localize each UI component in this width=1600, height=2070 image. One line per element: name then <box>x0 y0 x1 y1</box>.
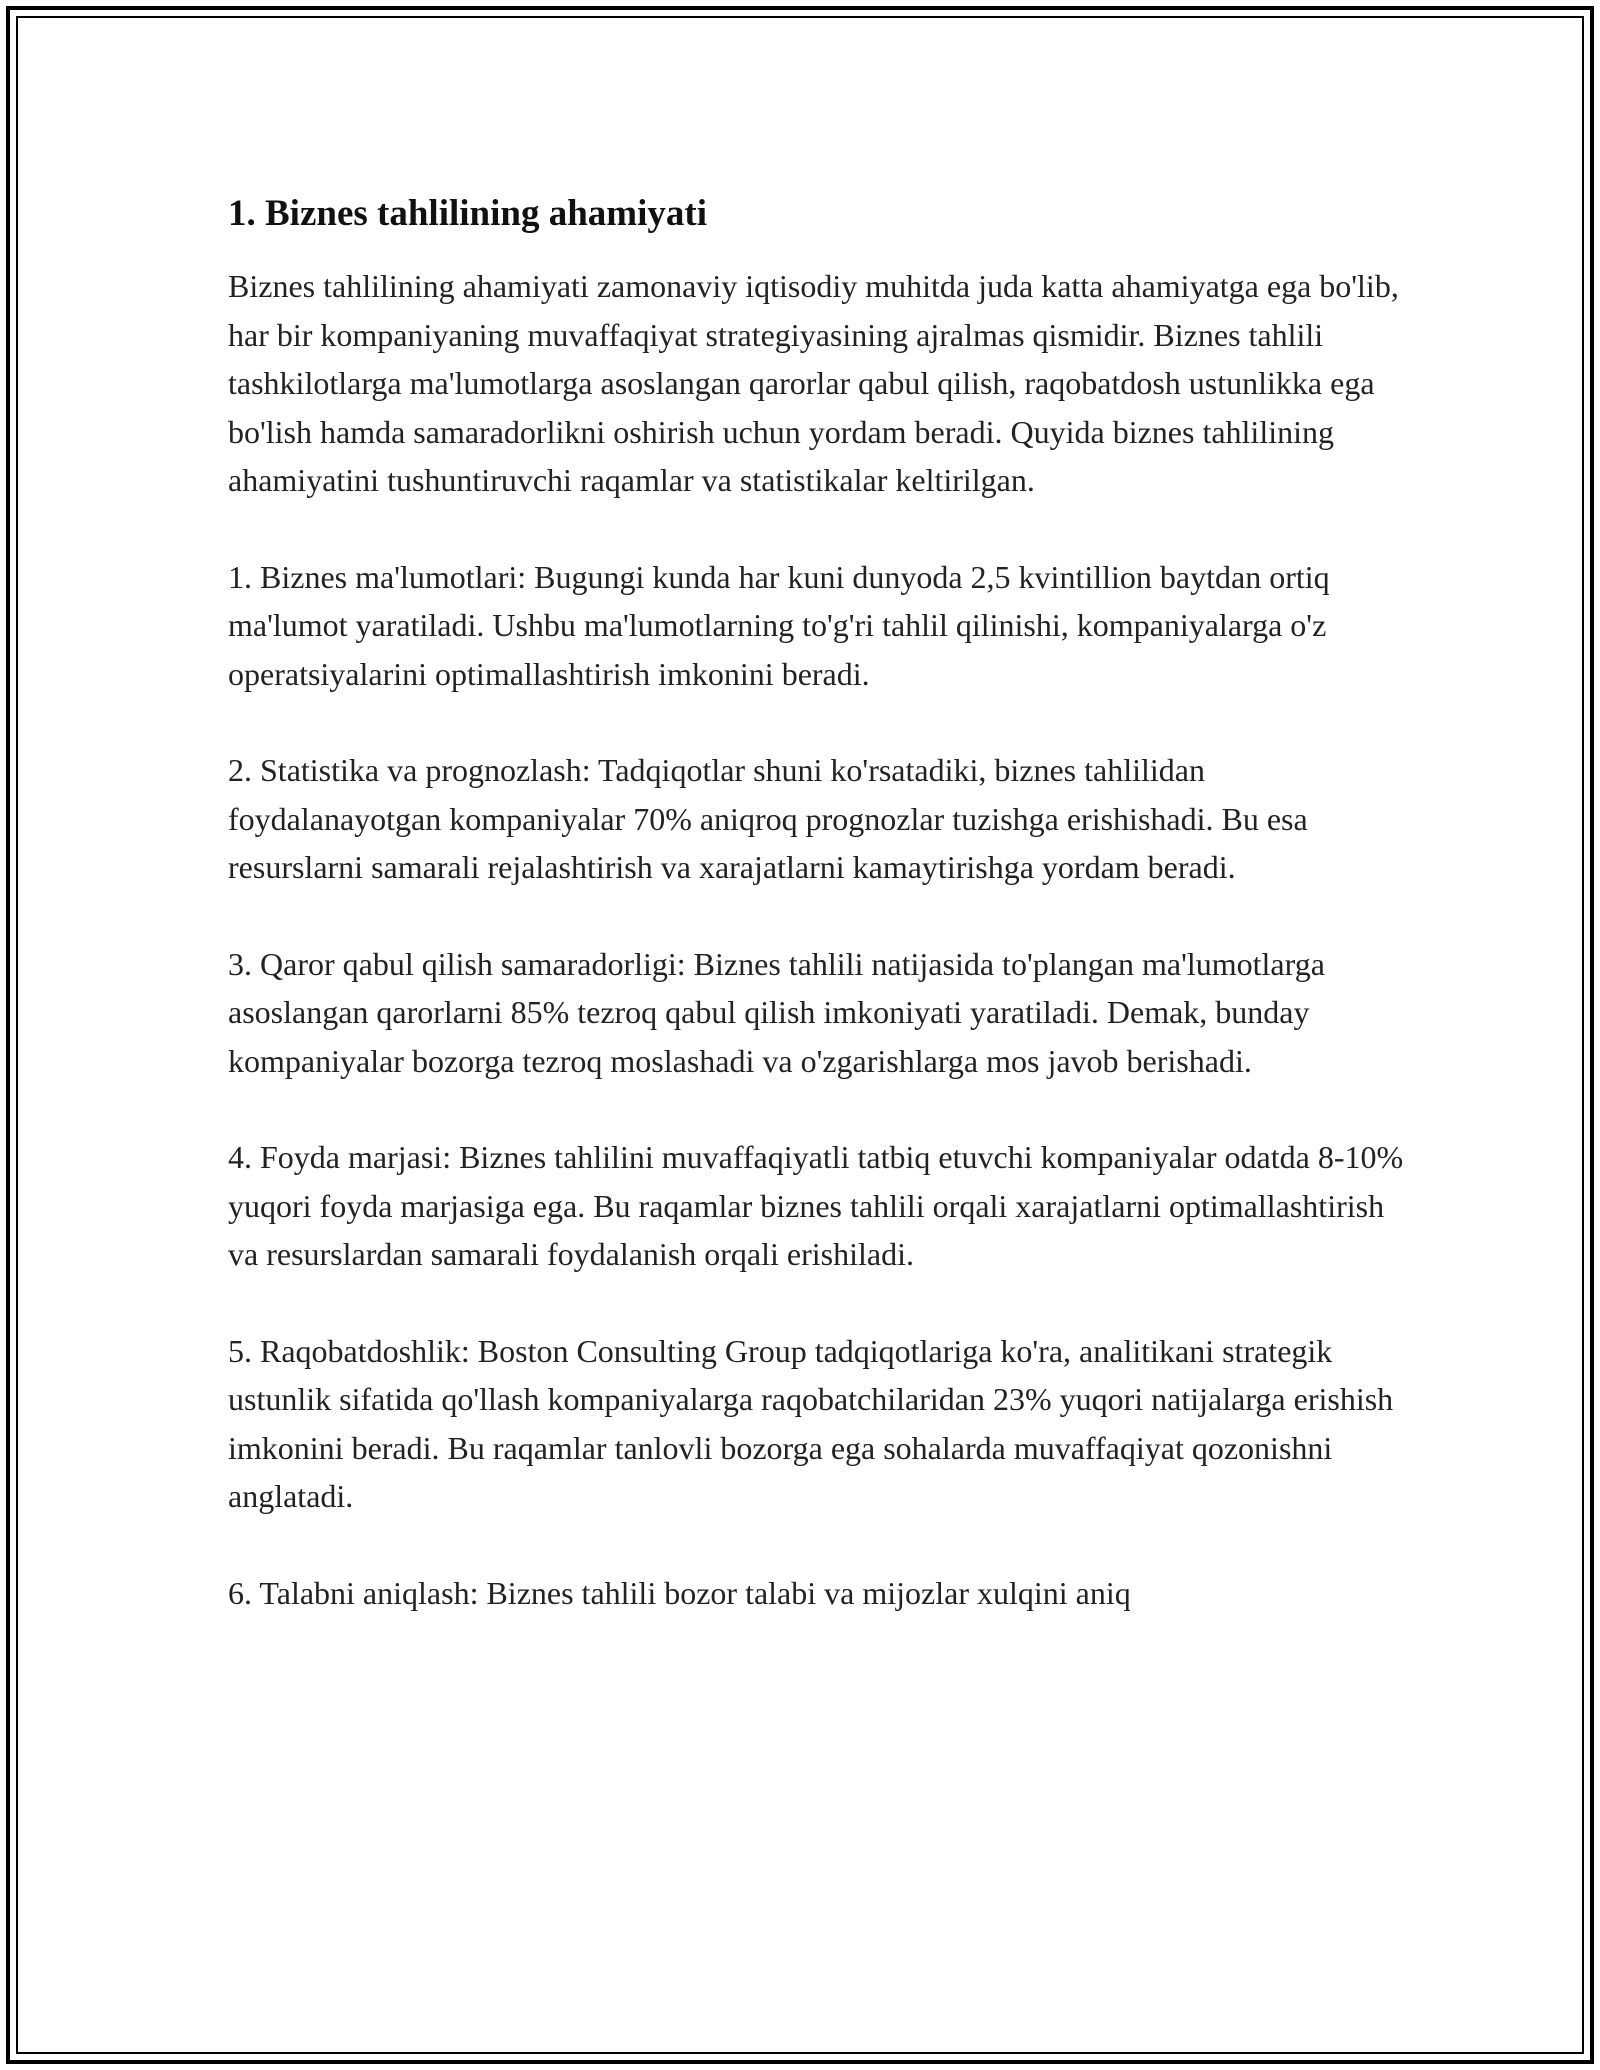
paragraph-business-data: 1. Biznes ma'lumotlari: Bugungi kunda har kuni dunyoda 2,5 kvintillion baytdan ortiq ma'lumot yaratiladi. Ushbu ma'lumotlarning to'g'ri tahlil qilinishi, kompaniyalarga o'z operatsiyalarini optimallashtirish imkonini beradi. <box>228 558 1330 692</box>
document-title: 1. Biznes tahlilining ahamiyati <box>228 193 708 234</box>
paragraph-competitiveness: 5. Raqobatdoshlik: Boston Consulting Group tadqiqotlariga ko'ra, analitikani strategik ustunlik sifatida qo'llash kompaniyalarga raqobatchilaridan 23% yuqori natijalarga erishish imkonini beradi. Bu raqamlar tanlovli bozorga ega sohalarda muvaffaqiyat qozonishni anglatadi. <box>228 1332 1394 1514</box>
paragraph-demand-identification: 6. Talabni aniqlash: Biznes tahlili bozor talabi va mijozlar xulqini aniq <box>228 1574 1131 1611</box>
intro-paragraph: Biznes tahlilining ahamiyati zamonaviy iqtisodiy muhitda juda katta ahamiyatga ega bo'lib, har bir kompaniyaning muvaffaqiyat strategiyasining ajralmas qismidir. Biznes tahlili tashkilotlarga ma'lumotlarga asoslangan qarorlar qabul qilish, raqobatdosh ustunlikka ega bo'lish hamda samaradorlikni oshirish uchun yordam beradi. Quyida biznes tahlilining ahamiyatini tushuntiruvchi raqamlar va statistikalar keltirilgan. <box>228 268 1399 498</box>
document-body <box>228 188 1408 1665</box>
paragraph-profit-margin: 4. Foyda marjasi: Biznes tahlilini muvaffaqiyatli tatbiq etuvchi kompaniyalar odatda 8-10% yuqori foyda marjasiga ega. Bu raqamlar biznes tahlili orqali xarajatlarni optimallashtirish va resurslardan samarali foydalanish orqali erishiladi. <box>228 1139 1404 1272</box>
paragraph-statistics-forecasting: 2. Statistika va prognozlash: Tadqiqotlar shuni ko'rsatadiki, biznes tahlilidan foydalanayotgan kompaniyalar 70% aniqroq prognozlar tuzishga erishishadi. Bu esa resurslarni samarali rejalashtirish va xarajatlarni kamaytirishga yordam beradi. <box>228 752 1308 885</box>
paragraph-decision-efficiency: 3. Qaror qabul qilish samaradorligi: Biznes tahlili natijasida to'plangan ma'lumotlarga asoslangan qarorlarni 85% tezroq qabul qilish imkoniyati yaratiladi. Demak, bunday kompaniyalar bozorga tezroq moslashadi va o'zgarishlarga mos javob berishadi. <box>228 945 1325 1079</box>
